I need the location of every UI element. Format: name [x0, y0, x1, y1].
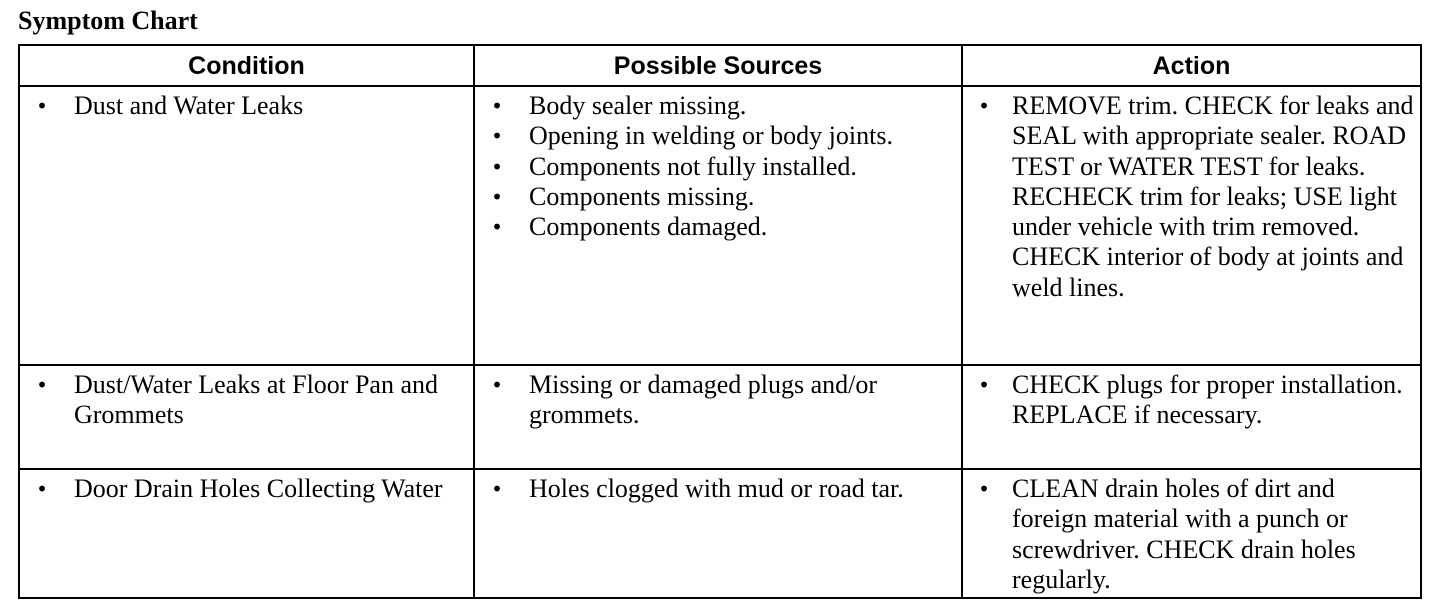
bullet-icon: •	[36, 373, 48, 397]
source-text: Holes clogged with mud or road tar.	[529, 474, 904, 503]
condition-text: Dust/Water Leaks at Floor Pan and Grommets	[74, 370, 438, 430]
action-cell	[962, 469, 1421, 598]
bullet-icon: •	[978, 477, 990, 501]
list-item	[485, 121, 951, 151]
bullet-icon: •	[491, 373, 503, 397]
condition-text: Dust and Water Leaks	[74, 91, 304, 120]
bullet-icon: •	[36, 94, 48, 118]
action-cell	[962, 365, 1421, 469]
sources-cell	[474, 469, 962, 598]
list-item	[972, 91, 1414, 303]
source-text: Body sealer missing.	[529, 91, 747, 120]
column-header-action: Action	[962, 45, 1421, 86]
table-row	[19, 365, 1421, 469]
source-text: Components damaged.	[529, 212, 768, 242]
list-item	[30, 370, 463, 431]
list-item	[485, 152, 951, 182]
bullet-icon: •	[491, 94, 503, 118]
list-item	[485, 212, 951, 242]
table-row	[19, 469, 1421, 598]
sources-cell	[474, 86, 962, 365]
action-text: CHECK plugs for proper installation. REPLACE if necessary.	[1012, 370, 1403, 430]
table-row	[19, 86, 1421, 365]
condition-cell	[19, 365, 474, 469]
column-header-sources: Possible Sources	[474, 45, 962, 86]
condition-cell	[19, 469, 474, 598]
bullet-icon: •	[491, 477, 503, 501]
page-title: Symptom Chart	[18, 6, 198, 35]
bullet-icon: •	[491, 124, 503, 149]
bullet-icon: •	[491, 184, 503, 209]
list-item	[485, 91, 951, 121]
action-text: REMOVE trim. CHECK for leaks and SEAL with appropriate sealer. ROAD TEST or WATER TEST for leaks. RECHECK trim for leaks; USE light under vehicle with trim removed. CHECK interior of body at joints and weld lines.	[1012, 91, 1414, 302]
source-text: Components missing.	[529, 181, 755, 211]
bullet-icon: •	[491, 215, 503, 240]
bullet-icon: •	[978, 94, 990, 118]
source-text: Components not fully installed.	[529, 151, 857, 181]
list-item	[30, 91, 463, 121]
list-item	[485, 474, 951, 504]
list-item	[30, 474, 463, 504]
source-text: Opening in welding or body joints.	[529, 121, 893, 151]
list-item	[972, 370, 1414, 431]
symptom-table	[18, 44, 1422, 599]
action-text: CLEAN drain holes of dirt and foreign material with a punch or screwdriver. CHECK drain holes regularly.	[1012, 474, 1356, 594]
bullet-icon: •	[36, 477, 48, 501]
bullet-icon: •	[978, 373, 990, 397]
header-row	[19, 45, 1421, 86]
list-item	[972, 474, 1414, 595]
action-cell	[962, 86, 1421, 365]
condition-text: Door Drain Holes Collecting Water	[74, 474, 443, 503]
source-text: Missing or damaged plugs and/or grommets.	[529, 370, 878, 430]
sources-cell	[474, 365, 962, 469]
condition-cell	[19, 86, 474, 365]
list-item	[485, 370, 951, 431]
bullet-icon: •	[491, 154, 503, 179]
list-item	[485, 182, 951, 212]
column-header-condition: Condition	[19, 45, 474, 86]
